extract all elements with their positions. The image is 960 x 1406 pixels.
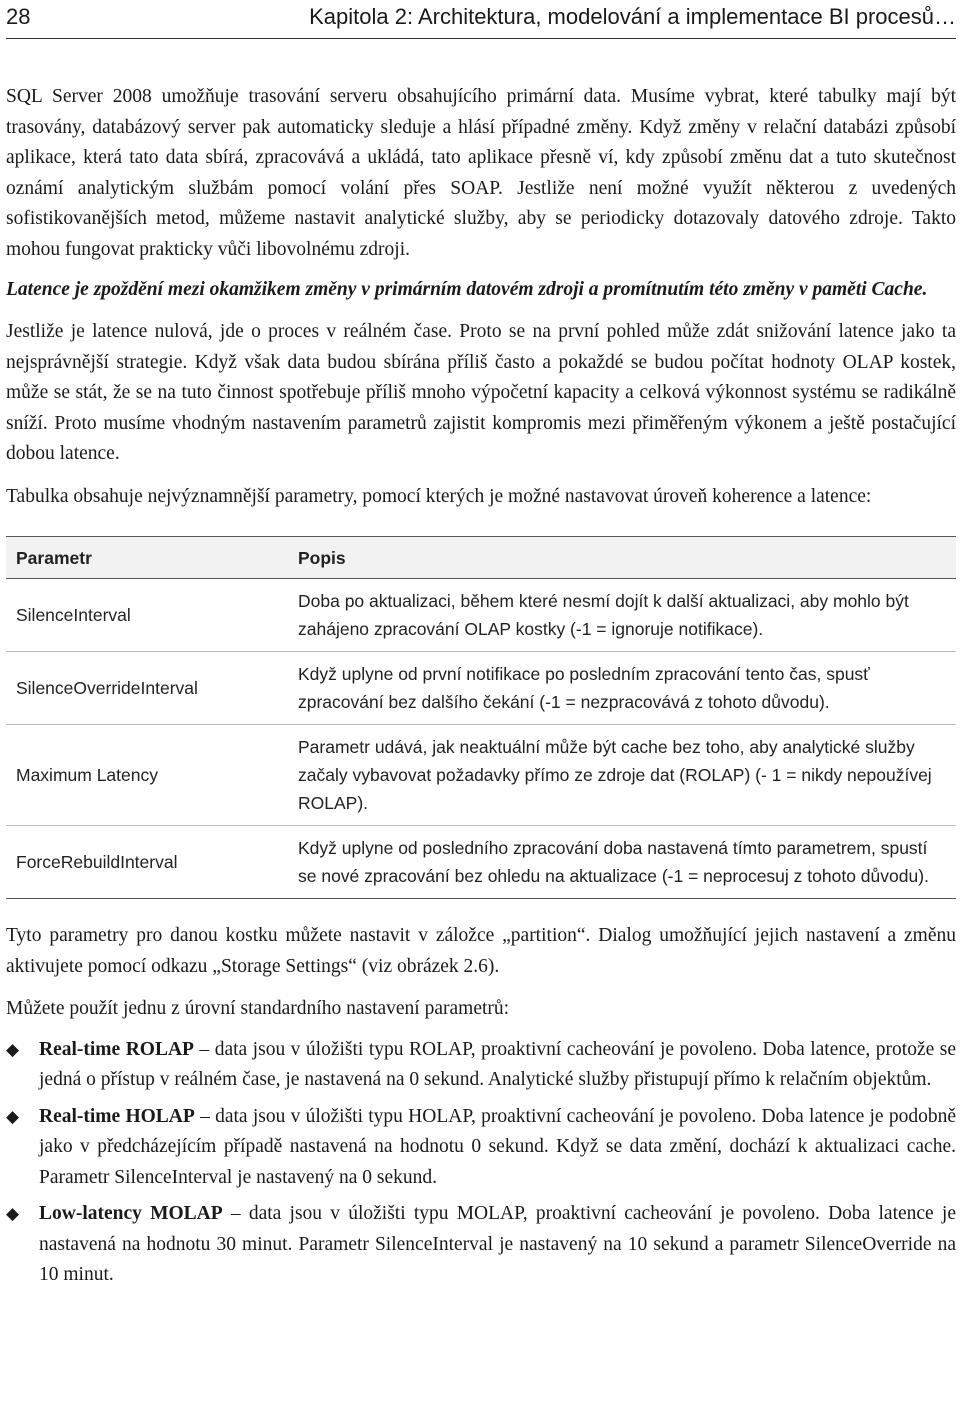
level-text: – data jsou v úložišti typu MOLAP, proaktivní cacheování je povoleno. Doba latence je nastavená na hodnotu 30 minut. Parametr SilenceInterval je nastavený na 10 sekund a parametr SilenceOverride na 10 minut. xyxy=(39,1203,956,1285)
level-text: – data jsou v úložišti typu ROLAP, proaktivní cacheování je povoleno. Doba latence, protože se jedná o přístup v reálném čase, je nastavená na 0 sekund. Analytické služby přistupují přímo k relačním objektům. xyxy=(39,1038,957,1090)
diamond-bullet-icon: ◆ xyxy=(6,1039,20,1060)
table-row xyxy=(6,826,956,899)
parameter-name: Maximum Latency xyxy=(6,725,288,826)
diamond-bullet-icon: ◆ xyxy=(6,1204,20,1224)
diamond-bullet-icon: ◆ xyxy=(6,1106,20,1127)
list-item xyxy=(6,1035,956,1096)
page-header xyxy=(6,2,956,36)
latency-definition: Latence je zpoždění mezi okamžikem změny v primárním datovém zdroji a promítnutím této změny v paměti Cache. xyxy=(6,279,928,300)
table-row xyxy=(6,652,956,725)
header-rule xyxy=(6,38,956,39)
parameter-name: SilenceInterval xyxy=(6,579,288,652)
parameters-table xyxy=(6,536,956,899)
page-body xyxy=(6,82,956,1297)
parameter-description: Když uplyne od první notifikace po posledním zpracování tento čas, spusť zpracování bez dalšího čekání (-1 = nezpracovává z tohoto důvodu). xyxy=(288,652,956,725)
paragraph-tracing: SQL Server 2008 umožňuje trasování serveru obsahujícího primární data. Musíme vybrat, které tabulky mají být trasovány, databázový server pak automaticky sleduje a hlásí případné změny. Když změny v relační databázi způsobí aplikace, která tato data sbírá, zpracovává a ukládá, tato aplikace přesně ví, kdy způsobí změnu dat a tuto skutečnost oznámí analytickým službám pomocí volání přes SOAP. Jestliže není možné využít některou z uvedených sofistikovanějších metod, můžeme nastavit analytické služby, aby se periodicky dotazovaly datového zdroje. Takto mohou fungovat prakticky vůči libovolnému zdroji. xyxy=(6,86,956,260)
level-text: – data jsou v úložišti typu HOLAP, proaktivní cacheování je povoleno. Doba latence je podobně jako v předcházejícím případě nastavená na hodnotu 0 sekund. Když se data změní, dochází k aktualizaci cache. Parametr SilenceInterval je nastavený na 0 sekund. xyxy=(39,1105,956,1188)
table-row xyxy=(6,725,956,826)
table-header-row xyxy=(6,537,956,579)
paragraph-latency: Jestliže je latence nulová, jde o proces v reálném čase. Proto se na první pohled může zdát snižování latence jako ta nejsprávnější strategie. Když však data budou sbírána příliš často a pokaždé se budou počítat hodnoty OLAP kostek, může se stát, že se na tuto činnost spotřebuje příliš mnoho výpočetní kapacity a celková výkonnost systému se radikálně sníží. Proto musíme vhodným nastavením parametrů zajistit kompromis mezi přiměřeným výkonem a ještě postačující dobou latence. xyxy=(6,321,956,464)
level-term: Real-time HOLAP xyxy=(39,1105,195,1127)
parameter-description: Doba po aktualizaci, během které nesmí dojít k další aktualizaci, aby mohlo být zahájeno zpracování OLAP kostky (-1 = ignoruje notifikace). xyxy=(288,579,956,652)
parameter-name: SilenceOverrideInterval xyxy=(6,652,288,725)
chapter-title: Kapitola 2: Architektura, modelování a implementace BI procesů… xyxy=(309,4,956,29)
list-item xyxy=(6,1102,956,1194)
paragraph-partition: Tyto parametry pro danou kostku můžete nastavit v záložce „partition“. Dialog umožňující jejich nastavení a změnu aktivujete pomocí odkazu „Storage Settings“ (viz obrázek 2.6). xyxy=(6,925,956,977)
page-number: 28 xyxy=(6,4,31,29)
list-item xyxy=(6,1199,956,1291)
column-header-parameter: Parametr xyxy=(6,537,288,579)
paragraph-table-intro: Tabulka obsahuje nejvýznamnější parametry, pomocí kterých je možné nastavovat úroveň koherence a latence: xyxy=(6,485,872,507)
paragraph-levels-intro: Můžete použít jednu z úrovní standardního nastavení parametrů: xyxy=(6,998,510,1019)
parameter-description: Když uplyne od posledního zpracování doba nastavená tímto parametrem, spustí se nové zpracování bez ohledu na aktualizace (-1 = neprocesuj z tohoto důvodu). xyxy=(288,826,956,899)
table-row xyxy=(6,579,956,652)
column-header-description: Popis xyxy=(288,537,956,579)
parameter-name: ForceRebuildInterval xyxy=(6,826,288,899)
level-term: Real-time ROLAP xyxy=(39,1038,194,1060)
levels-list xyxy=(6,1035,956,1291)
parameter-description: Parametr udává, jak neaktuální může být cache bez toho, aby analytické služby začaly vybavovat požadavky přímo ze zdroje dat (ROLAP) (- 1 = nikdy nepoužívej ROLAP). xyxy=(288,725,956,826)
level-term: Low-latency MOLAP xyxy=(39,1203,223,1224)
